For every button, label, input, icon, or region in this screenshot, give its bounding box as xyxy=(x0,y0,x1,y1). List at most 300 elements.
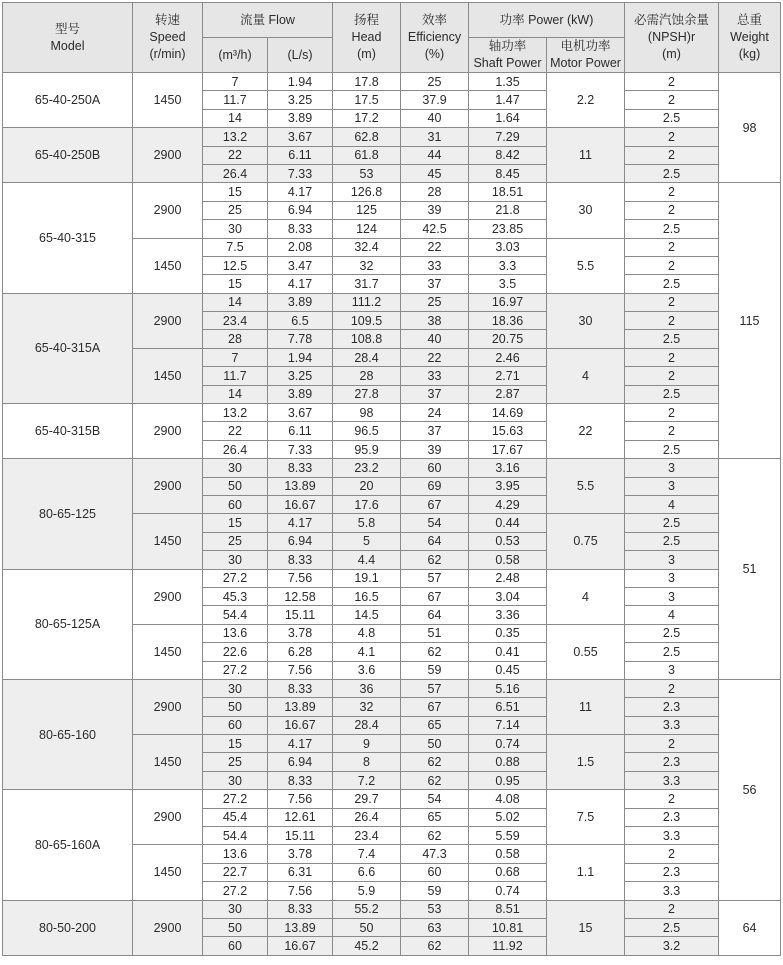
efficiency-cell: 60 xyxy=(401,459,469,477)
model-cell: 65-40-250A xyxy=(3,73,133,128)
motor-power-cell: 4 xyxy=(547,348,625,403)
npsh-cell: 2.5 xyxy=(625,532,719,550)
model-cell: 65-40-315B xyxy=(3,404,133,459)
efficiency-cell: 54 xyxy=(401,790,469,808)
flow-ls-cell: 13.89 xyxy=(268,918,333,936)
efficiency-cell: 62 xyxy=(401,643,469,661)
flow-m3h-cell: 27.2 xyxy=(203,790,268,808)
head-cell: 27.8 xyxy=(333,385,401,403)
efficiency-cell: 37.9 xyxy=(401,91,469,109)
flow-m3h-cell: 15 xyxy=(203,183,268,201)
shaft-power-cell: 0.68 xyxy=(469,863,547,881)
weight-cell: 115 xyxy=(719,183,781,459)
efficiency-cell: 42.5 xyxy=(401,220,469,238)
shaft-power-cell: 16.97 xyxy=(469,293,547,311)
head-cell: 17.2 xyxy=(333,109,401,127)
efficiency-cell: 22 xyxy=(401,348,469,366)
head-cell: 4.1 xyxy=(333,643,401,661)
npsh-cell: 3 xyxy=(625,459,719,477)
head-cell: 3.6 xyxy=(333,661,401,679)
shaft-power-cell: 0.58 xyxy=(469,845,547,863)
npsh-cell: 2.5 xyxy=(625,624,719,642)
head-cell: 36 xyxy=(333,679,401,697)
head-cell: 50 xyxy=(333,918,401,936)
npsh-cell: 2.5 xyxy=(625,164,719,182)
head-cell: 20 xyxy=(333,477,401,495)
flow-m3h-cell: 13.2 xyxy=(203,128,268,146)
efficiency-cell: 60 xyxy=(401,863,469,881)
flow-m3h-cell: 27.2 xyxy=(203,661,268,679)
flow-ls-cell: 8.33 xyxy=(268,679,333,697)
speed-cell: 2900 xyxy=(133,569,203,624)
head-cell: 26.4 xyxy=(333,808,401,826)
motor-power-cell: 22 xyxy=(547,404,625,459)
shaft-power-cell: 15.63 xyxy=(469,422,547,440)
flow-ls-cell: 8.33 xyxy=(268,220,333,238)
speed-cell: 1450 xyxy=(133,624,203,679)
flow-ls-cell: 6.31 xyxy=(268,863,333,881)
flow-ls-cell: 6.94 xyxy=(268,201,333,219)
shaft-power-cell: 3.5 xyxy=(469,275,547,293)
speed-cell: 2900 xyxy=(133,679,203,734)
flow-m3h-cell: 45.4 xyxy=(203,808,268,826)
efficiency-cell: 59 xyxy=(401,661,469,679)
efficiency-cell: 67 xyxy=(401,587,469,605)
efficiency-cell: 39 xyxy=(401,201,469,219)
header-head: 扬程 Head (m) xyxy=(333,3,401,73)
npsh-cell: 2.5 xyxy=(625,275,719,293)
flow-ls-cell: 7.33 xyxy=(268,440,333,458)
flow-m3h-cell: 60 xyxy=(203,937,268,955)
head-cell: 32 xyxy=(333,256,401,274)
head-cell: 61.8 xyxy=(333,146,401,164)
flow-ls-cell: 3.89 xyxy=(268,109,333,127)
flow-m3h-cell: 11.7 xyxy=(203,367,268,385)
table-row xyxy=(3,679,781,697)
header-weight: 总重 Weight (kg) xyxy=(719,3,781,73)
motor-power-cell: 0.55 xyxy=(547,624,625,679)
flow-m3h-cell: 27.2 xyxy=(203,569,268,587)
shaft-power-cell: 2.87 xyxy=(469,385,547,403)
efficiency-cell: 25 xyxy=(401,293,469,311)
npsh-cell: 2 xyxy=(625,845,719,863)
npsh-cell: 3 xyxy=(625,477,719,495)
npsh-cell: 2.3 xyxy=(625,808,719,826)
efficiency-cell: 25 xyxy=(401,73,469,91)
speed-cell: 2900 xyxy=(133,459,203,514)
shaft-power-cell: 8.51 xyxy=(469,900,547,918)
header-speed: 转速 Speed (r/min) xyxy=(133,3,203,73)
efficiency-cell: 33 xyxy=(401,367,469,385)
head-cell: 14.5 xyxy=(333,606,401,624)
shaft-power-cell: 18.51 xyxy=(469,183,547,201)
flow-m3h-cell: 30 xyxy=(203,220,268,238)
head-cell: 17.8 xyxy=(333,73,401,91)
header-efficiency: 效率 Efficiency (%) xyxy=(401,3,469,73)
flow-ls-cell: 7.33 xyxy=(268,164,333,182)
head-cell: 5.8 xyxy=(333,514,401,532)
efficiency-cell: 47.3 xyxy=(401,845,469,863)
shaft-power-cell: 2.48 xyxy=(469,569,547,587)
table-row xyxy=(3,404,781,422)
head-cell: 28.4 xyxy=(333,348,401,366)
flow-m3h-cell: 7.5 xyxy=(203,238,268,256)
head-cell: 4.8 xyxy=(333,624,401,642)
flow-ls-cell: 8.33 xyxy=(268,459,333,477)
shaft-power-cell: 3.3 xyxy=(469,256,547,274)
flow-m3h-cell: 30 xyxy=(203,771,268,789)
shaft-power-cell: 0.53 xyxy=(469,532,547,550)
speed-cell: 1450 xyxy=(133,73,203,128)
motor-power-cell: 30 xyxy=(547,293,625,348)
npsh-cell: 3.2 xyxy=(625,937,719,955)
flow-ls-cell: 3.67 xyxy=(268,128,333,146)
speed-cell: 2900 xyxy=(133,900,203,955)
head-cell: 98 xyxy=(333,404,401,422)
flow-ls-cell: 3.89 xyxy=(268,385,333,403)
npsh-cell: 2.5 xyxy=(625,643,719,661)
speed-cell: 2900 xyxy=(133,128,203,183)
flow-ls-cell: 8.33 xyxy=(268,771,333,789)
npsh-cell: 2 xyxy=(625,348,719,366)
shaft-power-cell: 0.45 xyxy=(469,661,547,679)
shaft-power-cell: 3.95 xyxy=(469,477,547,495)
head-cell: 62.8 xyxy=(333,128,401,146)
flow-ls-cell: 4.17 xyxy=(268,183,333,201)
flow-m3h-cell: 25 xyxy=(203,201,268,219)
head-cell: 4.4 xyxy=(333,551,401,569)
shaft-power-cell: 3.03 xyxy=(469,238,547,256)
table-row xyxy=(3,900,781,918)
flow-ls-cell: 3.47 xyxy=(268,256,333,274)
npsh-cell: 2 xyxy=(625,238,719,256)
efficiency-cell: 67 xyxy=(401,495,469,513)
npsh-cell: 3 xyxy=(625,569,719,587)
flow-m3h-cell: 22.6 xyxy=(203,643,268,661)
flow-m3h-cell: 54.4 xyxy=(203,827,268,845)
npsh-cell: 2.3 xyxy=(625,753,719,771)
shaft-power-cell: 17.67 xyxy=(469,440,547,458)
speed-cell: 1450 xyxy=(133,238,203,293)
head-cell: 8 xyxy=(333,753,401,771)
shaft-power-cell: 7.14 xyxy=(469,716,547,734)
head-cell: 31.7 xyxy=(333,275,401,293)
efficiency-cell: 65 xyxy=(401,716,469,734)
shaft-power-cell: 3.04 xyxy=(469,587,547,605)
model-cell: 80-65-125A xyxy=(3,569,133,679)
flow-m3h-cell: 30 xyxy=(203,459,268,477)
flow-ls-cell: 6.11 xyxy=(268,146,333,164)
flow-m3h-cell: 22.7 xyxy=(203,863,268,881)
flow-ls-cell: 6.28 xyxy=(268,643,333,661)
npsh-cell: 3.3 xyxy=(625,716,719,734)
table-row xyxy=(3,293,781,311)
efficiency-cell: 62 xyxy=(401,551,469,569)
flow-ls-cell: 12.58 xyxy=(268,587,333,605)
flow-ls-cell: 1.94 xyxy=(268,73,333,91)
head-cell: 55.2 xyxy=(333,900,401,918)
motor-power-cell: 30 xyxy=(547,183,625,238)
shaft-power-cell: 3.36 xyxy=(469,606,547,624)
npsh-cell: 2 xyxy=(625,91,719,109)
npsh-cell: 2 xyxy=(625,201,719,219)
speed-cell: 2900 xyxy=(133,293,203,348)
npsh-cell: 3.3 xyxy=(625,882,719,900)
flow-ls-cell: 16.67 xyxy=(268,495,333,513)
header-motor-power: 电机功率 Motor Power xyxy=(547,38,625,73)
head-cell: 108.8 xyxy=(333,330,401,348)
efficiency-cell: 38 xyxy=(401,312,469,330)
shaft-power-cell: 21.8 xyxy=(469,201,547,219)
npsh-cell: 2 xyxy=(625,128,719,146)
head-cell: 5.9 xyxy=(333,882,401,900)
efficiency-cell: 64 xyxy=(401,606,469,624)
head-cell: 7.2 xyxy=(333,771,401,789)
npsh-cell: 3 xyxy=(625,661,719,679)
pump-performance-table xyxy=(2,2,781,956)
npsh-cell: 2.5 xyxy=(625,514,719,532)
motor-power-cell: 1.1 xyxy=(547,845,625,900)
flow-ls-cell: 7.56 xyxy=(268,790,333,808)
efficiency-cell: 24 xyxy=(401,404,469,422)
efficiency-cell: 69 xyxy=(401,477,469,495)
flow-ls-cell: 8.33 xyxy=(268,900,333,918)
header-flow-m3h: (m³/h) xyxy=(203,38,268,73)
table-row xyxy=(3,790,781,808)
flow-ls-cell: 1.94 xyxy=(268,348,333,366)
motor-power-cell: 0.75 xyxy=(547,514,625,569)
flow-m3h-cell: 13.6 xyxy=(203,624,268,642)
speed-cell: 2900 xyxy=(133,790,203,845)
speed-cell: 1450 xyxy=(133,514,203,569)
npsh-cell: 2 xyxy=(625,73,719,91)
npsh-cell: 2 xyxy=(625,312,719,330)
npsh-cell: 2 xyxy=(625,900,719,918)
efficiency-cell: 39 xyxy=(401,440,469,458)
flow-ls-cell: 2.08 xyxy=(268,238,333,256)
flow-ls-cell: 6.11 xyxy=(268,422,333,440)
npsh-cell: 3.3 xyxy=(625,771,719,789)
flow-ls-cell: 6.94 xyxy=(268,753,333,771)
shaft-power-cell: 2.46 xyxy=(469,348,547,366)
shaft-power-cell: 8.45 xyxy=(469,164,547,182)
efficiency-cell: 65 xyxy=(401,808,469,826)
flow-m3h-cell: 14 xyxy=(203,109,268,127)
head-cell: 109.5 xyxy=(333,312,401,330)
flow-m3h-cell: 45.3 xyxy=(203,587,268,605)
head-cell: 124 xyxy=(333,220,401,238)
flow-ls-cell: 6.94 xyxy=(268,532,333,550)
npsh-cell: 2 xyxy=(625,790,719,808)
shaft-power-cell: 1.64 xyxy=(469,109,547,127)
shaft-power-cell: 0.88 xyxy=(469,753,547,771)
shaft-power-cell: 5.59 xyxy=(469,827,547,845)
weight-cell: 64 xyxy=(719,900,781,955)
model-cell: 80-65-160A xyxy=(3,790,133,900)
weight-cell: 51 xyxy=(719,459,781,680)
flow-ls-cell: 7.56 xyxy=(268,569,333,587)
model-cell: 80-50-200 xyxy=(3,900,133,955)
flow-m3h-cell: 60 xyxy=(203,716,268,734)
flow-m3h-cell: 15 xyxy=(203,275,268,293)
table-row xyxy=(3,569,781,587)
weight-cell: 56 xyxy=(719,679,781,900)
shaft-power-cell: 8.42 xyxy=(469,146,547,164)
flow-m3h-cell: 26.4 xyxy=(203,440,268,458)
flow-m3h-cell: 22 xyxy=(203,422,268,440)
shaft-power-cell: 0.41 xyxy=(469,643,547,661)
head-cell: 17.6 xyxy=(333,495,401,513)
table-row xyxy=(3,128,781,146)
speed-cell: 1450 xyxy=(133,348,203,403)
flow-m3h-cell: 12.5 xyxy=(203,256,268,274)
efficiency-cell: 28 xyxy=(401,183,469,201)
shaft-power-cell: 1.35 xyxy=(469,73,547,91)
efficiency-cell: 67 xyxy=(401,698,469,716)
shaft-power-cell: 0.74 xyxy=(469,882,547,900)
flow-m3h-cell: 30 xyxy=(203,900,268,918)
head-cell: 53 xyxy=(333,164,401,182)
shaft-power-cell: 0.35 xyxy=(469,624,547,642)
flow-ls-cell: 3.78 xyxy=(268,624,333,642)
motor-power-cell: 11 xyxy=(547,679,625,734)
flow-ls-cell: 16.67 xyxy=(268,937,333,955)
flow-m3h-cell: 30 xyxy=(203,551,268,569)
flow-m3h-cell: 50 xyxy=(203,698,268,716)
flow-ls-cell: 7.78 xyxy=(268,330,333,348)
npsh-cell: 3 xyxy=(625,551,719,569)
shaft-power-cell: 0.44 xyxy=(469,514,547,532)
table-row xyxy=(3,73,781,91)
flow-m3h-cell: 27.2 xyxy=(203,882,268,900)
efficiency-cell: 37 xyxy=(401,422,469,440)
flow-m3h-cell: 25 xyxy=(203,753,268,771)
head-cell: 17.5 xyxy=(333,91,401,109)
speed-cell: 2900 xyxy=(133,183,203,238)
table-header xyxy=(3,3,781,73)
efficiency-cell: 64 xyxy=(401,532,469,550)
head-cell: 23.4 xyxy=(333,827,401,845)
flow-ls-cell: 4.17 xyxy=(268,275,333,293)
header-flow-ls: (L/s) xyxy=(268,38,333,73)
efficiency-cell: 37 xyxy=(401,275,469,293)
shaft-power-cell: 0.74 xyxy=(469,735,547,753)
head-cell: 23.2 xyxy=(333,459,401,477)
shaft-power-cell: 2.71 xyxy=(469,367,547,385)
header-npsh: 必需汽蚀余量 (NPSH)r (m) xyxy=(625,3,719,73)
flow-m3h-cell: 13.2 xyxy=(203,404,268,422)
efficiency-cell: 33 xyxy=(401,256,469,274)
shaft-power-cell: 18.36 xyxy=(469,312,547,330)
motor-power-cell: 4 xyxy=(547,569,625,624)
head-cell: 111.2 xyxy=(333,293,401,311)
speed-cell: 1450 xyxy=(133,735,203,790)
flow-m3h-cell: 28 xyxy=(203,330,268,348)
flow-ls-cell: 4.17 xyxy=(268,514,333,532)
efficiency-cell: 51 xyxy=(401,624,469,642)
flow-ls-cell: 3.78 xyxy=(268,845,333,863)
flow-m3h-cell: 15 xyxy=(203,514,268,532)
flow-ls-cell: 13.89 xyxy=(268,698,333,716)
shaft-power-cell: 20.75 xyxy=(469,330,547,348)
efficiency-cell: 59 xyxy=(401,882,469,900)
flow-m3h-cell: 7 xyxy=(203,73,268,91)
efficiency-cell: 53 xyxy=(401,900,469,918)
shaft-power-cell: 0.95 xyxy=(469,771,547,789)
npsh-cell: 2.5 xyxy=(625,918,719,936)
flow-ls-cell: 15.11 xyxy=(268,827,333,845)
shaft-power-cell: 14.69 xyxy=(469,404,547,422)
head-cell: 19.1 xyxy=(333,569,401,587)
shaft-power-cell: 23.85 xyxy=(469,220,547,238)
head-cell: 126.8 xyxy=(333,183,401,201)
npsh-cell: 2 xyxy=(625,422,719,440)
head-cell: 28 xyxy=(333,367,401,385)
npsh-cell: 2 xyxy=(625,293,719,311)
flow-m3h-cell: 26.4 xyxy=(203,164,268,182)
motor-power-cell: 1.5 xyxy=(547,735,625,790)
npsh-cell: 3 xyxy=(625,587,719,605)
flow-m3h-cell: 50 xyxy=(203,918,268,936)
npsh-cell: 2 xyxy=(625,146,719,164)
header-flow: 流量 Flow xyxy=(203,3,333,38)
header-model: 型号 Model xyxy=(3,3,133,73)
flow-ls-cell: 3.89 xyxy=(268,293,333,311)
npsh-cell: 2 xyxy=(625,404,719,422)
head-cell: 9 xyxy=(333,735,401,753)
shaft-power-cell: 0.58 xyxy=(469,551,547,569)
flow-ls-cell: 15.11 xyxy=(268,606,333,624)
model-cell: 65-40-250B xyxy=(3,128,133,183)
npsh-cell: 2.5 xyxy=(625,330,719,348)
efficiency-cell: 45 xyxy=(401,164,469,182)
model-cell: 80-65-125 xyxy=(3,459,133,569)
npsh-cell: 2 xyxy=(625,367,719,385)
shaft-power-cell: 4.08 xyxy=(469,790,547,808)
efficiency-cell: 57 xyxy=(401,679,469,697)
shaft-power-cell: 11.92 xyxy=(469,937,547,955)
efficiency-cell: 57 xyxy=(401,569,469,587)
head-cell: 125 xyxy=(333,201,401,219)
table-body xyxy=(3,73,781,956)
efficiency-cell: 62 xyxy=(401,753,469,771)
npsh-cell: 2.3 xyxy=(625,698,719,716)
npsh-cell: 2 xyxy=(625,735,719,753)
shaft-power-cell: 5.02 xyxy=(469,808,547,826)
efficiency-cell: 44 xyxy=(401,146,469,164)
shaft-power-cell: 4.29 xyxy=(469,495,547,513)
motor-power-cell: 5.5 xyxy=(547,238,625,293)
table-row xyxy=(3,459,781,477)
flow-m3h-cell: 15 xyxy=(203,735,268,753)
npsh-cell: 4 xyxy=(625,606,719,624)
shaft-power-cell: 10.81 xyxy=(469,918,547,936)
npsh-cell: 2 xyxy=(625,679,719,697)
flow-ls-cell: 7.56 xyxy=(268,661,333,679)
efficiency-cell: 62 xyxy=(401,937,469,955)
npsh-cell: 2.5 xyxy=(625,220,719,238)
efficiency-cell: 62 xyxy=(401,827,469,845)
flow-m3h-cell: 54.4 xyxy=(203,606,268,624)
flow-m3h-cell: 7 xyxy=(203,348,268,366)
flow-ls-cell: 8.33 xyxy=(268,551,333,569)
shaft-power-cell: 1.47 xyxy=(469,91,547,109)
shaft-power-cell: 6.51 xyxy=(469,698,547,716)
flow-ls-cell: 4.17 xyxy=(268,735,333,753)
head-cell: 95.9 xyxy=(333,440,401,458)
flow-m3h-cell: 22 xyxy=(203,146,268,164)
efficiency-cell: 40 xyxy=(401,109,469,127)
